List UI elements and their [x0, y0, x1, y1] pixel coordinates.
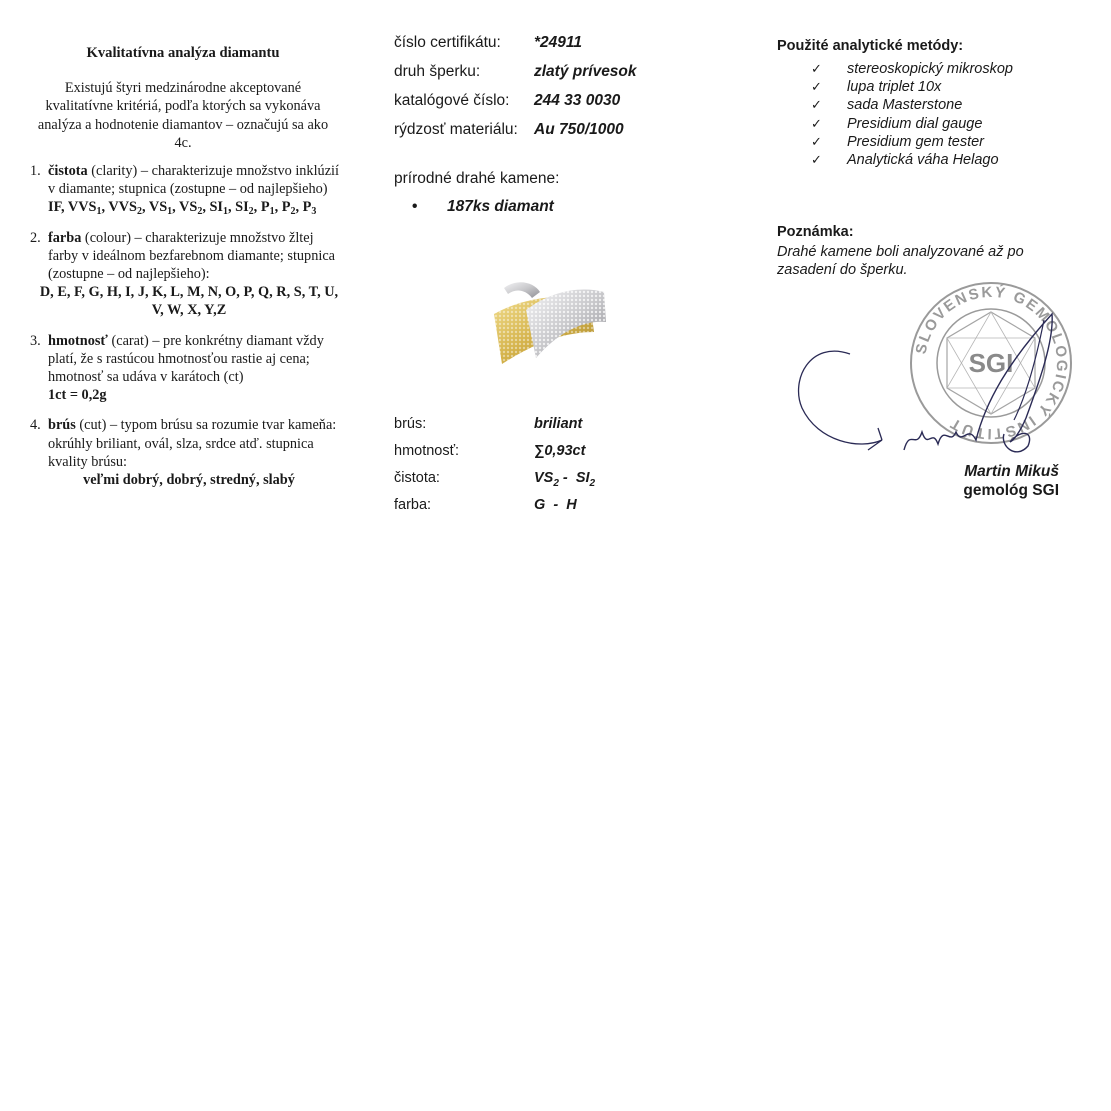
method-item: ✓ Analytická váha Helago [811, 152, 999, 169]
checkmark-icon: ✓ [811, 79, 822, 95]
certificate-number-value: *24911 [534, 34, 582, 51]
criteria-list [22, 162, 344, 489]
method-item: ✓ sada Masterstone [811, 97, 963, 114]
stone-item [412, 198, 554, 216]
colour-scale: D, E, F, G, H, I, J, K, L, M, N, O, P, Q, R, S, T, U, V, W, X, Y,Z [39, 284, 339, 319]
bullet-icon: • [412, 198, 418, 215]
jewel-type-label: druh šperku: [394, 63, 481, 80]
pendant-bail [504, 282, 540, 298]
stamp-center-text: SGI [968, 348, 1014, 378]
checkmark-icon: ✓ [811, 97, 822, 113]
method-item: ✓ Presidium dial gauge [811, 115, 983, 132]
certificate-number-label: číslo certifikátu: [394, 34, 501, 51]
criterion-number: 2. [30, 229, 41, 246]
catalog-number-label: katalógové číslo: [394, 92, 510, 109]
signer-role: gemológ SGI [963, 482, 1059, 499]
weight-value: ∑0,93ct [534, 443, 586, 459]
method-item: ✓ lupa triplet 10x [811, 79, 942, 96]
method-item: ✓ Presidium gem tester [811, 133, 984, 150]
criterion-number: 4. [30, 417, 41, 434]
material-purity-label: rýdzosť materiálu: [394, 121, 518, 138]
methods-section [777, 38, 1097, 279]
jewel-type-value: zlatý prívesok [534, 63, 637, 80]
note-text: Drahé kamene boli analyzované až po zasadení do šperku. [777, 244, 1024, 279]
carat-conversion: 1ct = 0,2g [48, 387, 107, 404]
criterion-name: čistota [48, 163, 88, 180]
criterion-colour [22, 229, 344, 320]
cut-scale: veľmi dobrý, dobrý, stredný, slabý [83, 472, 295, 489]
weight-label: hmotnosť: [394, 443, 460, 459]
analysis-title: Kvalitatívna analýza diamantu [86, 45, 280, 61]
stone-item-text: 187ks diamant [447, 198, 554, 215]
analysis-intro: Existujú štyri medzinárodne akceptované kvalitatívne kritériá, podľa ktorých sa vykonáva analýza a hodnotenie diamantov – označujú sa ako 4c. [37, 80, 329, 151]
clarity-label: čistota: [394, 470, 440, 486]
criterion-text: (carat) – pre konkrétny diamant vždy platí, že s rastúcou hmotnosťou rastie aj cena; hmotnosť sa udáva v karátoch (ct) [48, 332, 324, 386]
criterion-name: farba [48, 229, 82, 246]
criterion-text: (colour) – charakterizuje množstvo žltej farby v ideálnom bezfarebnom diamante; stupnica (zostupne – od najlepšieho): [48, 229, 336, 283]
criterion-number: 1. [30, 163, 41, 180]
criterion-number: 3. [30, 332, 41, 349]
signer-block [939, 462, 1059, 500]
cut-value: briliant [534, 416, 583, 432]
methods-list [777, 60, 1097, 169]
stamp-ring-text: SLOVENSKÝ GEMOLOGICKÝ INŠTITÚT [912, 283, 1071, 443]
checkmark-icon: ✓ [811, 152, 822, 168]
criterion-text: (cut) – typom brúsu sa rozumie tvar kameňa: okrúhly briliant, ovál, slza, srdce atď. stupnica kvality brúsu: [48, 417, 337, 470]
methods-title: Použité analytické metódy: [777, 38, 964, 54]
criterion-cut [22, 416, 344, 489]
criterion-name: brús [48, 417, 76, 434]
checkmark-icon: ✓ [811, 115, 822, 131]
checkmark-icon: ✓ [811, 133, 822, 149]
note-title: Poznámka: [777, 224, 854, 240]
handwritten-signature [790, 300, 1070, 470]
color-value: G - H [534, 497, 577, 513]
clarity-scale: IF, $VVS_1$, $VVS_2$, $VS_1$, $VS_2$, $SI_1$, $SI_2$, $P_1$, $P_2$, $P_3$ [48, 199, 317, 218]
natural-stones-label: prírodné drahé kamene: [394, 170, 560, 187]
criterion-text: (clarity) – charakterizuje množstvo inklúzií v diamante; stupnica (zostupne – od najlepšieho) [48, 163, 339, 198]
cut-label: brús: [394, 416, 427, 432]
clarity-value: $VS_2 - SI_2$ [534, 470, 596, 489]
criterion-clarity [22, 162, 344, 217]
color-label: farba: [394, 497, 432, 513]
catalog-number-value: 244 33 0030 [534, 92, 621, 109]
checkmark-icon: ✓ [811, 61, 822, 76]
quality-analysis-section [22, 44, 344, 501]
criterion-name: hmotnosť [48, 332, 108, 349]
method-item: ✓ stereoskopický mikroskop [811, 61, 1013, 77]
criterion-carat [22, 332, 344, 405]
signer-name: Martin Mikuš [964, 463, 1059, 480]
pendant-photo [482, 274, 612, 384]
material-purity-value: Au 750/1000 [534, 121, 624, 138]
